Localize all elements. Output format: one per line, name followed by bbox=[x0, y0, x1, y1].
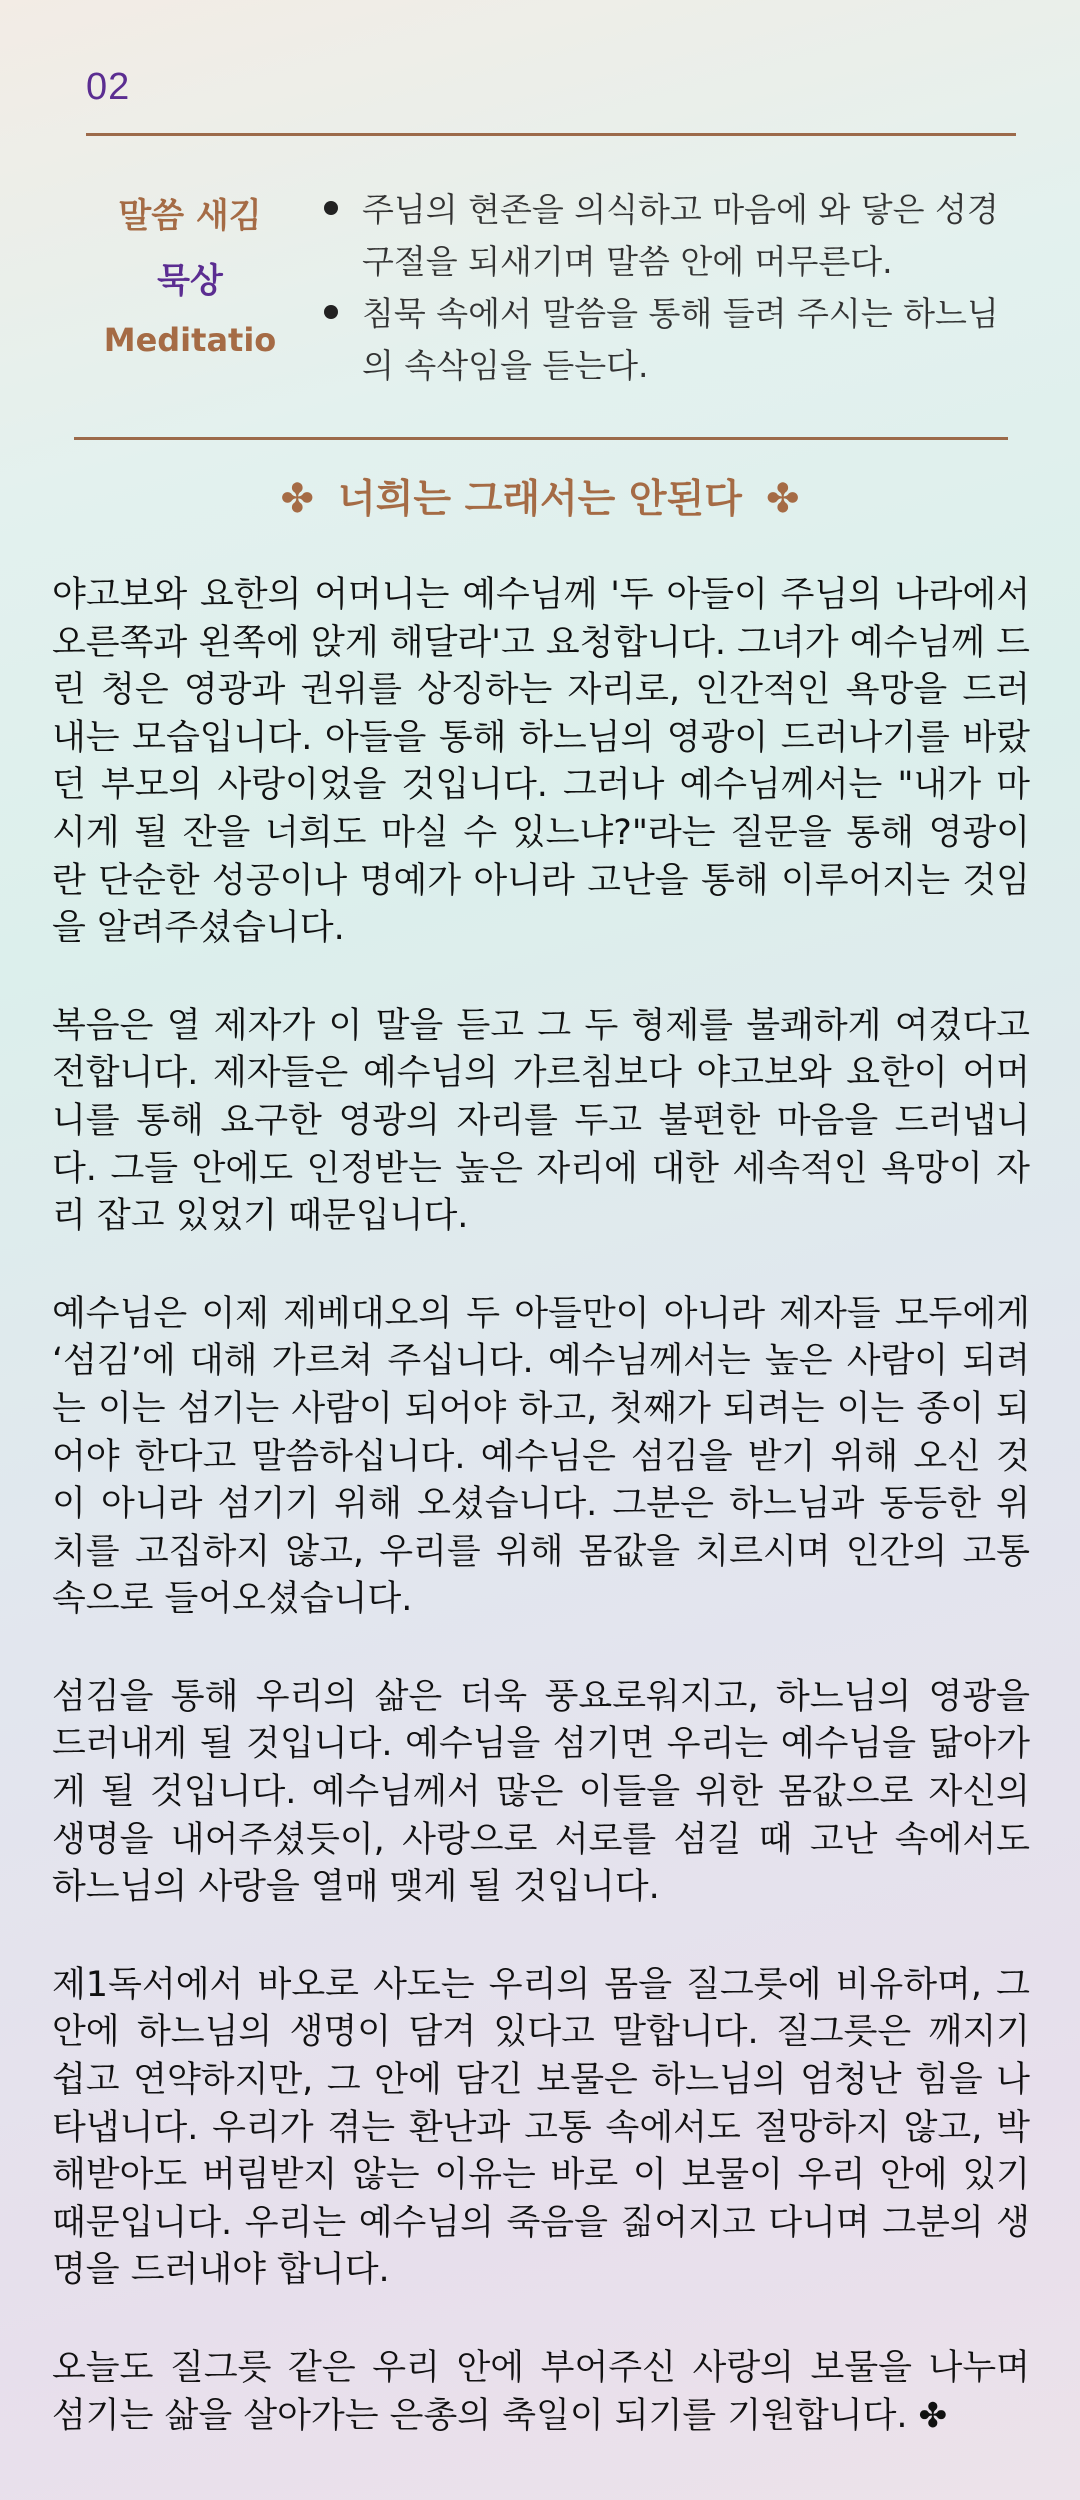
reflection-title-text: 너희는 그래서는 안된다 bbox=[338, 477, 742, 522]
clover-end-mark-icon: ✤ bbox=[918, 2395, 948, 2436]
body-paragraph: 제1독서에서 바오로 사도는 우리의 몸을 질그릇에 비유하며, 그 안에 하느님의 생명이 담겨 있다고 말합니다. 질그릇은 깨지기 쉽고 연약하지만, 그 안에 담긴 보물은 하느님의 엄청난 힘을 나타냅니다. 우리가 겪는 환난과 고통 속에서도 절망하지 않고, 박해받아도 버림받지 않는 이유는 바로 이 보물이 우리 안에 있기 때문입니다. 우리는 예수님의 죽음을 짊어지고 다니며 그분의 생명을 드러내야 합니다. bbox=[52, 1964, 1030, 2291]
section-number: 02 bbox=[86, 66, 131, 108]
body-paragraph: 야고보와 요한의 어머니는 예수님께 '두 아들이 주님의 나라에서 오른쪽과 왼쪽에 앉게 해달라'고 요청합니다. 그녀가 예수님께 드린 청은 영광과 권위를 상징하는 자리로, 인간적인 욕망을 드러내는 모습입니다. 아들을 통해 하느님의 영광이 드러나기를 바랐던 부모의 사랑이었을 것입니다. 그러나 예수님께서는 "내가 마시게 될 잔을 너희도 마실 수 있느냐?"라는 질문을 통해 영광이란 단순한 성공이나 명예가 아니라 고난을 통해 이루어지는 것임을 알려주셨습니다. bbox=[52, 575, 1030, 949]
body-paragraph: 섬김을 통해 우리의 삶은 더욱 풍요로워지고, 하느님의 영광을 드러내게 될 것입니다. 예수님을 섬기면 우리는 예수님을 닮아가게 될 것입니다. 예수님께서 많은 이들을 위한 몸값으로 자신의 생명을 내어주셨듯이, 사랑으로 서로를 섬길 때 고난 속에서도 하느님의 사랑을 열매 맺게 될 것입니다. bbox=[52, 1676, 1030, 1908]
reflection-title bbox=[0, 468, 1080, 524]
instruction-text: 주님의 현존을 의식하고 마음에 와 닿은 성경구절을 되새기며 말씀 안에 머무른다. bbox=[362, 190, 999, 281]
instruction-text: 침묵 속에서 말씀을 통해 들려 주시는 하느님의 속삭임을 듣는다. bbox=[362, 294, 999, 385]
body-paragraph: 복음은 열 제자가 이 말을 듣고 그 두 형제를 불쾌하게 여겼다고 전합니다. 제자들은 예수님의 가르침보다 야고보와 요한이 어머니를 통해 요구한 영광의 자리를 두고 불편한 마음을 드러냅니다. 그들 안에도 인정받는 높은 자리에 대한 세속적인 욕망이 자리 잡고 있었기 때문입니다. bbox=[52, 1005, 1030, 1237]
body-paragraph: 예수님은 이제 제베대오의 두 아들만이 아니라 제자들 모두에게 ‘섬김’에 대해 가르쳐 주십니다. 예수님께서는 높은 사람이 되려는 이는 섬기는 사람이 되어야 하고, 첫째가 되려는 이는 종이 되어야 한다고 말씀하십니다. 예수님은 섬김을 받기 위해 오신 것이 아니라 섬기기 위해 오셨습니다. 그분은 하느님과 동등한 위치를 고집하지 않고, 우리를 위해 몸값을 치르시며 인간의 고통 속으로 들어오셨습니다. bbox=[52, 1293, 1030, 1620]
instruction-item bbox=[318, 288, 1018, 392]
reflection-body bbox=[52, 572, 1030, 2490]
closing-paragraph bbox=[52, 2345, 1030, 2440]
bottom-divider bbox=[74, 437, 1008, 440]
closing-paragraph-text: 오늘도 질그릇 같은 우리 안에 부어주신 사랑의 보물을 나누며 섬기는 삶을 살아가는 은총의 축일이 되기를 기원합니다. bbox=[52, 2348, 1030, 2436]
top-divider bbox=[86, 133, 1016, 136]
step-label-korean-sub: 묵상 bbox=[157, 261, 223, 301]
step-label-korean: 말씀 새김 bbox=[118, 196, 262, 236]
bullet-icon bbox=[324, 201, 338, 215]
clover-ornament-icon: ✤ bbox=[765, 476, 800, 522]
step-instructions bbox=[318, 184, 1018, 392]
instruction-item bbox=[318, 184, 1018, 288]
bullet-icon bbox=[324, 305, 338, 319]
step-label-latin: Meditatio bbox=[103, 321, 277, 359]
clover-ornament-icon: ✤ bbox=[280, 476, 315, 522]
